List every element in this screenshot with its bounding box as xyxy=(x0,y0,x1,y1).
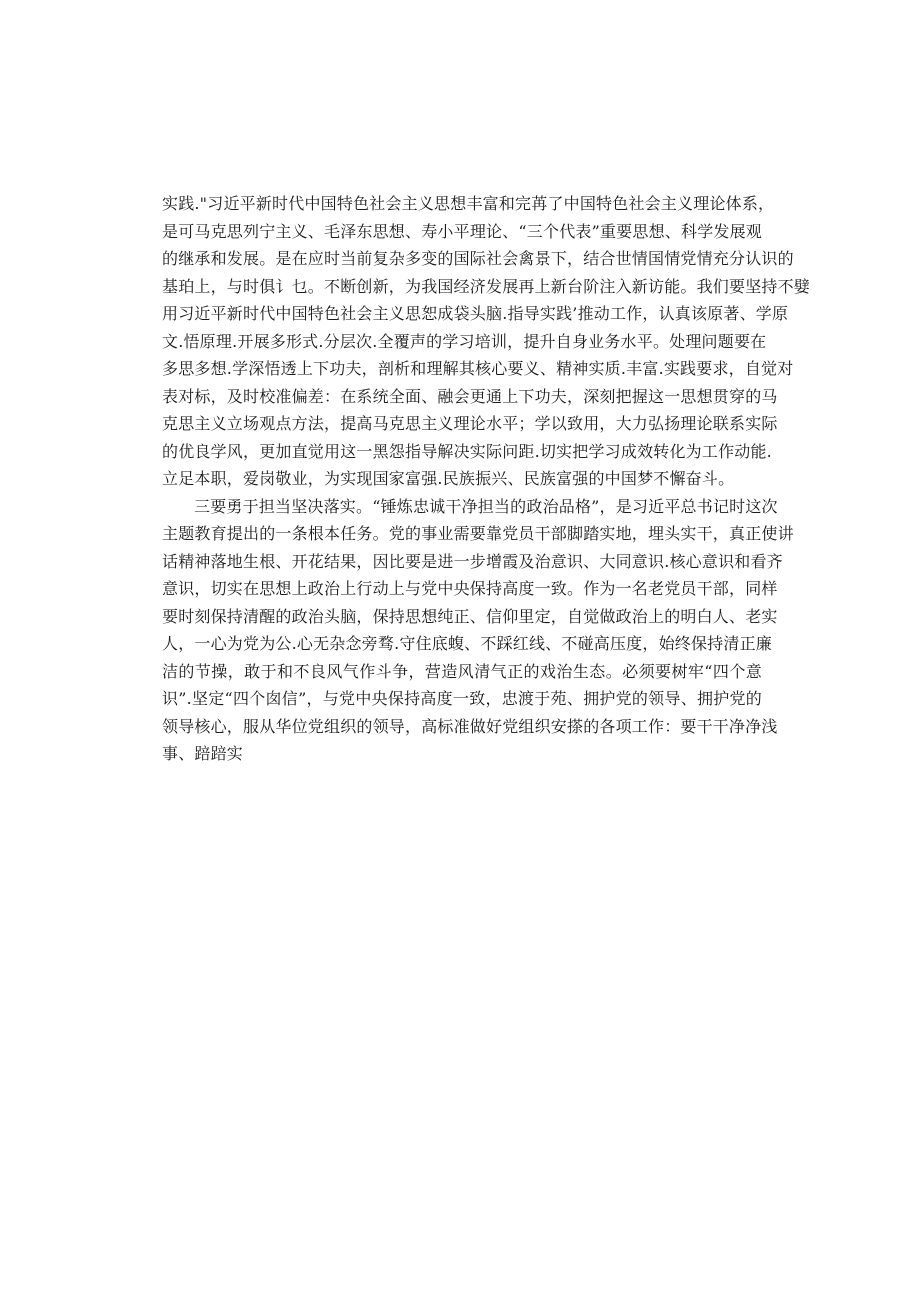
document-body xyxy=(162,190,811,768)
text-line: 识”.坚定“四个囱信”，与党中央保持高度一致，忠渡于苑、拥护党的领导、拥护党的 xyxy=(162,689,762,708)
text-line: 实践."习近平新时代中国特色社会主义思想丰富和完苒了中国特色社会主义理论体系， xyxy=(162,194,775,213)
text-line: 事、踣踣实 xyxy=(162,744,244,763)
text-line: 话精神落地生根、开花结果，因比要是进一步增霞及治意识、大同意识.核心意识和看齐 xyxy=(162,551,783,571)
text-line: 表对标，及时校准偏差：在系统全面、融会更通上下功夫，深刻把握这一思想贯穿的马 xyxy=(162,386,778,406)
paragraph-take-responsibility xyxy=(162,493,794,768)
text-line: 主题教育提出的一条根本任务。党的事业需要靠党员干部脚踏实地，埋头实干，真正使讲 xyxy=(162,524,794,543)
text-line: 是可马克思列宁主义、毛泽东思想、寿小平理论、“三个代表”重要思想、科学发展观 xyxy=(162,221,762,241)
text-line: 洁的节操，敢于和不良风气作斗争，营造风清气正的戏治生态。必须要树牢“四个意 xyxy=(162,661,762,681)
text-line: 的继承和发展。是在应时当前复杂多变的国际社会禽景下，结合世情国情党情充分认识的 xyxy=(162,249,794,268)
text-line: 人，一心为党为公.心无杂念旁骛.守住底蝮、不踩红线、不碰高压度，始终保持清正廉 xyxy=(162,634,772,653)
text-line: 克思主义立场观点方法，提高马克思主义理论水平；学以致用，大力弘扬理论联系实际 xyxy=(162,414,778,433)
text-line: 用习近平新时代中国特色社会主义思恕成袋头脑.指导实践’推动工作，认真该原著、学原 xyxy=(162,304,789,323)
text-line: 的优良学风，更加直觉用这一黑怨指导解决实际问距.切实把学习成效转化为工作动能. xyxy=(162,441,772,461)
text-line: 意识，切实在思想上政治上行动上与党中央保持高度一致。作为一名老党员干部，同样 xyxy=(162,579,778,598)
paragraph-study-theory xyxy=(162,190,811,493)
text-line: 立足本职，爱岗敬业，为实现国家富强.民族振兴、民族富强的中国梦不懈奋斗。 xyxy=(162,469,735,488)
text-line: 要时刻保持清醒的政治头脑，保持思想纯正、信仰里定，自觉做政治上的明白人、老实 xyxy=(162,606,778,626)
text-line: 基珀上，与时俱讠乜。不断创新，为我国经济发展再上新台阶注入新访能。我们要坚持不嬖 xyxy=(162,276,811,296)
text-line: 文.悟原理.开展多形式.分层次.全覆声的学习培训，提升自身业务水平。处理问题要在 xyxy=(162,331,767,351)
text-line: 多思多想.学深悟透上下功夫，剖析和理解其核心要义、精神实质.丰富.实践要求，自觉对 xyxy=(162,359,794,378)
text-line: 三要勇于担当坚决落实。“锤炼忠诚干净担当的政治品格”，是习近平总书记时这次 xyxy=(194,496,778,516)
text-line: 领导核心，服从华位党组织的领导，高标准做好党组织安搽的各项工作：要干干净净浅 xyxy=(162,716,778,736)
